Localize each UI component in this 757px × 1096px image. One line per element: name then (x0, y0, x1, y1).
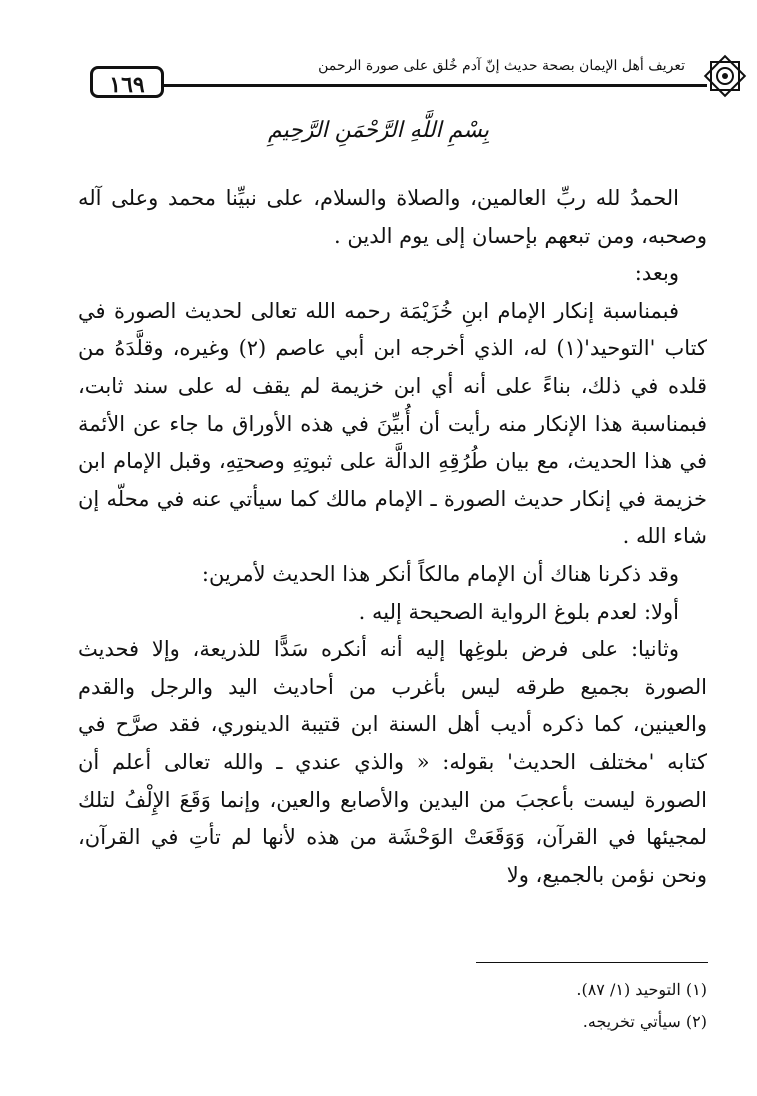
paragraph: وثانيا: على فرض بلوغِها إليه أنه أنكره سَدًّا للذريعة، وإلا فحديث الصورة بجميع طرقه ليس بأغرب من أحاديث اليد والرجل والقدم والعينين، كما ذكره أديب أهل السنة ابن قتيبة الدينوري، فقد صرَّح في كتابه 'مختلف الحديث' بقوله: « والذي عندي ـ والله تعالى أعلم أن الصورة ليست بأعجبَ من اليدين والأصابع والعين، وإنما وَقَعَ الإِلْفُ لتلك لمجيئها في القرآن، وَوَقَعَتْ الوَحْشَة من هذه لأنها لم تأتِ في القرآن، ونحن نؤمن بالجميع، ولا (78, 637, 707, 887)
eight-point-star-ornament-icon (701, 52, 749, 100)
paragraph: وبعد: (634, 261, 679, 286)
main-text (78, 180, 707, 894)
page-header (90, 48, 757, 108)
footnote-separator (476, 962, 708, 963)
running-title: تعريف أهل الإيمان بصحة حديث إنّ آدم خُلق على صورة الرحمن (318, 58, 685, 74)
footnote: (١) التوحيد (١/ ٨٧). (576, 980, 707, 999)
page-number: ١٦٩ (90, 66, 164, 98)
paragraph: أولا: لعدم بلوغ الرواية الصحيحة إليه . (358, 599, 679, 624)
paragraph: وقد ذكرنا هناك أن الإمام مالكاً أنكر هذا الحديث لأمرين: (201, 561, 679, 586)
paragraph: الحمدُ لله ربِّ العالمين، والصلاة والسلام، على نبيِّنا محمد وعلى آله وصحبه، ومن تبعهم بإحسان إلى يوم الدين . (78, 186, 707, 248)
basmala-heading: بِسْمِ اللَّهِ الرَّحْمَنِ الرَّحِيمِ (267, 118, 490, 143)
footnote: (٢) سيأتي تخريجه. (582, 1012, 707, 1031)
paragraph: فبمناسبة إنكار الإمام ابنِ خُزَيْمَة رحمه الله تعالى لحديث الصورة في كتاب 'التوحيد'(١) له، الذي أخرجه ابن أبي عاصم (٢) وغيره، وقلَّدَهُ من قلده في ذلك، بناءً على أنه أي ابن خزيمة لم يقف له على سند ثابت، فبمناسبة هذا الإنكار منه رأيت أن أُبيِّنَ في هذه الأوراق ما جاء عن الأئمة في هذا الحديث، مع بيان طُرُقِهِ الدالَّة على ثبوتِهِ وصحتِهِ، وقبل الإمام ابن خزيمة في إنكار حديث الصورة ـ الإمام مالك كما سيأتي عنه في محلّه إن شاء الله . (78, 298, 708, 549)
header-rule (162, 84, 707, 87)
footnotes (78, 974, 707, 1038)
